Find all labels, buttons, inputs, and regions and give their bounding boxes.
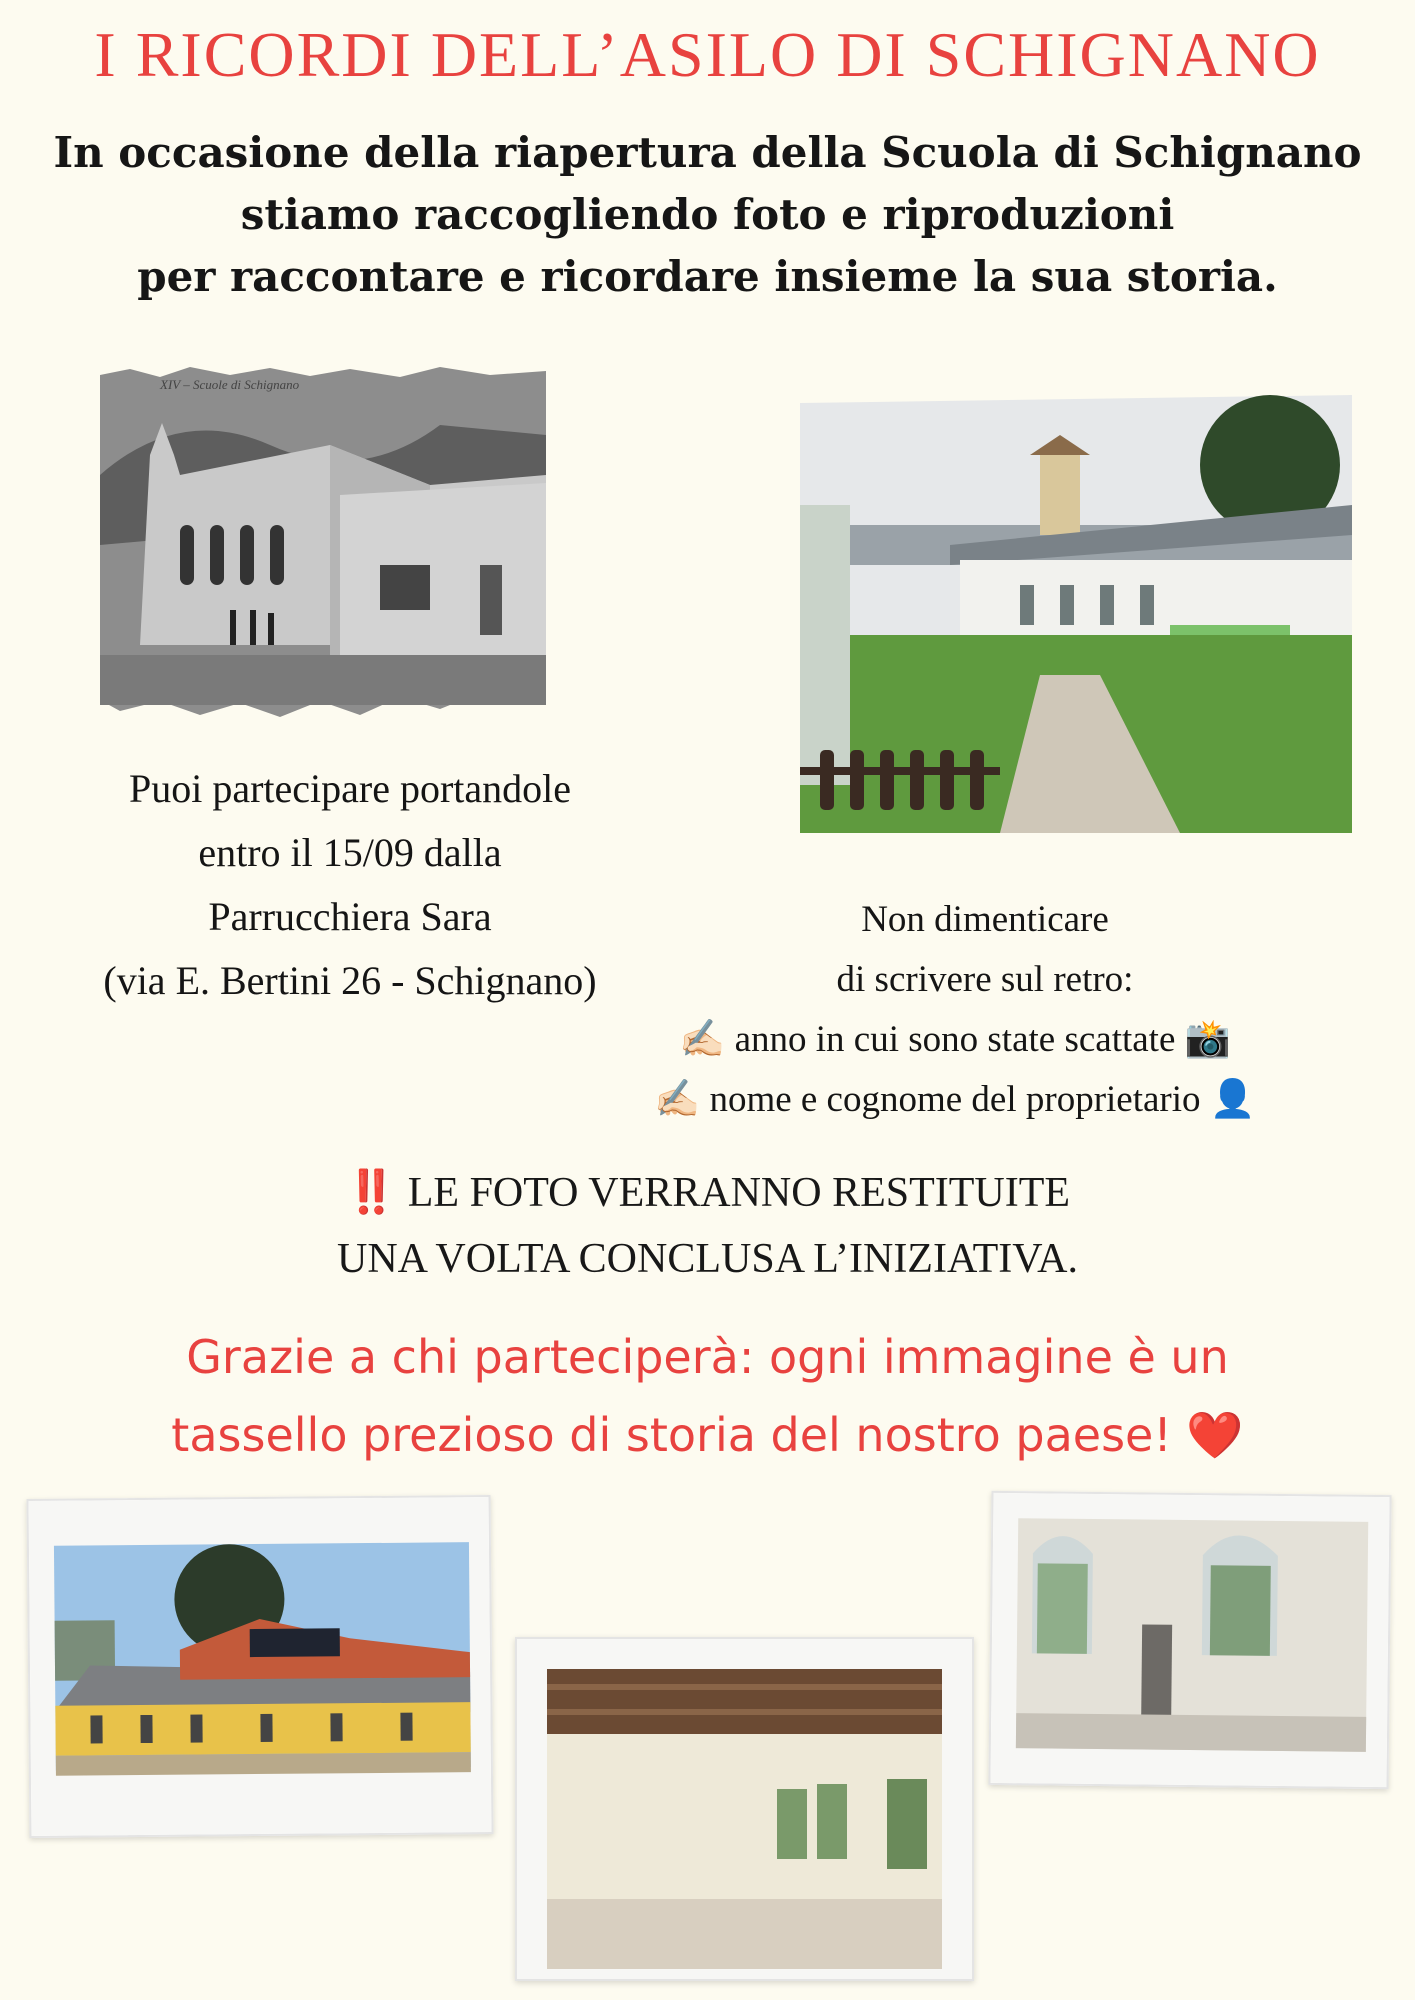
photo-caption: XIV – Scuole di Schignano — [160, 377, 300, 392]
info-line: entro il 15/09 dalla — [198, 830, 502, 875]
writing-hand-icon: ✍🏻 — [679, 1019, 726, 1060]
intro-line: In occasione della riapertura della Scuola di Schignano — [53, 128, 1362, 177]
reminder-text: nome e cognome del proprietario — [709, 1079, 1201, 1120]
renovated-exterior-photo — [27, 1495, 494, 1838]
notice-line: UNA VOLTA CONCLUSA L’INIZIATIVA. — [336, 1236, 1079, 1282]
intro-text — [0, 122, 1415, 308]
heart-icon: ❤️ — [1186, 1408, 1244, 1462]
participation-info — [40, 757, 660, 1013]
old-school-photo — [100, 365, 546, 737]
school-today-photo — [800, 395, 1352, 833]
page-title: I RICORDI DELL’ASILO DI SCHIGNANO — [94, 19, 1321, 90]
thanks-line: Grazie a chi parteciperà: ogni immagine è un — [186, 1330, 1229, 1384]
thanks-message — [0, 1318, 1415, 1474]
intro-line: stiamo raccogliendo foto e riproduzioni — [240, 190, 1175, 239]
double-exclamation-icon: ‼️ — [344, 1170, 398, 1216]
camera-icon: 📸 — [1184, 1019, 1231, 1060]
thanks-line — [0, 1396, 1415, 1474]
interior-windows-photo — [988, 1491, 1391, 1789]
info-line: (via E. Bertini 26 - Schignano) — [103, 958, 597, 1003]
reminder-line — [540, 1070, 1370, 1130]
reminder-line: di scrivere sul retro: — [836, 959, 1134, 1000]
return-notice — [0, 1160, 1415, 1292]
notice-line — [0, 1160, 1415, 1226]
reminder-info — [600, 890, 1370, 1130]
info-line: Puoi partecipare portandole — [128, 766, 572, 811]
notice-text: LE FOTO VERRANNO RESTITUITE — [407, 1170, 1071, 1216]
info-line: Parrucchiera Sara — [208, 894, 492, 939]
reminder-line: Non dimenticare — [861, 899, 1109, 940]
thanks-text: tassello prezioso di storia del nostro paese! — [171, 1408, 1172, 1462]
interior-room-photo — [515, 1637, 974, 1981]
reminder-line — [540, 1010, 1370, 1070]
reminder-text: anno in cui sono state scattate — [734, 1019, 1176, 1060]
person-icon: 👤 — [1209, 1079, 1256, 1120]
writing-hand-icon: ✍🏻 — [654, 1079, 701, 1120]
intro-line: per raccontare e ricordare insieme la sua storia. — [137, 252, 1278, 301]
